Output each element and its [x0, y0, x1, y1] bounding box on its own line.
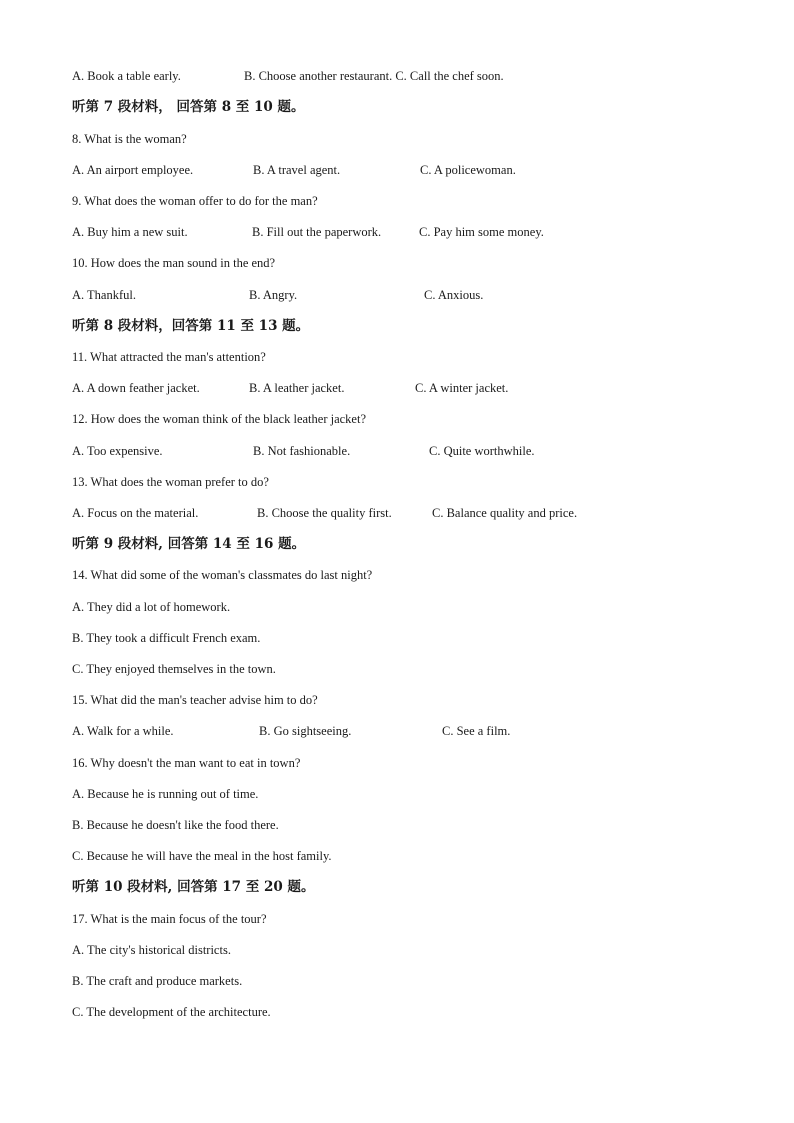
- q8-option-c: C. A policewoman.: [420, 163, 516, 177]
- part10-heading: 听第 10 段材料, 回答第 17 至 20 题。: [72, 879, 315, 895]
- q9-option-c: C. Pay him some money.: [419, 225, 544, 239]
- q14-option-a: A. They did a lot of homework.: [72, 600, 231, 614]
- q11-option-c: C. A winter jacket.: [415, 381, 509, 395]
- q10-options: [0, 287, 700, 303]
- q17-question: 17. What is the main focus of the tour?: [72, 912, 267, 926]
- q10-question: 10. How does the man sound in the end?: [72, 256, 276, 270]
- part7-heading: 听第 7 段材料， 回答第 8 至 10 题。: [72, 99, 305, 115]
- part9-heading: 听第 9 段材料, 回答第 14 至 16 题。: [72, 536, 306, 552]
- q17-option-a: A. The city's historical districts.: [72, 943, 231, 957]
- q8-option-a: A. An airport employee.: [72, 163, 194, 177]
- q16-option-a: A. Because he is running out of time.: [72, 787, 259, 801]
- q13-question: 13. What does the woman prefer to do?: [72, 475, 269, 489]
- q15-options: [0, 723, 700, 739]
- q9-options: [0, 224, 700, 240]
- q13-option-c: C. Balance quality and price.: [432, 506, 578, 520]
- q11-option-b: B. A leather jacket.: [249, 381, 345, 395]
- q15-question: 15. What did the man's teacher advise him to do?: [72, 693, 318, 707]
- q17-option-c: C. The development of the architecture.: [72, 1005, 271, 1019]
- q7-options: [0, 68, 700, 84]
- q7-option-a: A. Book a table early.: [72, 69, 181, 83]
- q10-option-c: C. Anxious.: [424, 288, 484, 302]
- q15-option-b: B. Go sightseeing.: [259, 724, 352, 738]
- q12-options: [0, 443, 700, 459]
- q17-option-b: B. The craft and produce markets.: [72, 974, 243, 988]
- q8-options: [0, 162, 700, 178]
- q7-option-b-c: B. Choose another restaurant. C. Call the chef soon.: [244, 69, 504, 83]
- q16-option-c: C. Because he will have the meal in the host family.: [72, 849, 332, 863]
- q13-options: [0, 505, 700, 521]
- q11-options: [0, 380, 700, 396]
- q16-option-b: B. Because he doesn't like the food there.: [72, 818, 279, 832]
- q14-question: 14. What did some of the woman's classmates do last night?: [72, 568, 373, 582]
- q9-option-a: A. Buy him a new suit.: [72, 225, 188, 239]
- q14-option-b: B. They took a difficult French exam.: [72, 631, 261, 645]
- part8-heading: 听第 8 段材料，回答第 11 至 13 题。: [72, 318, 310, 334]
- q12-option-a: A. Too expensive.: [72, 444, 163, 458]
- q11-question: 11. What attracted the man's attention?: [72, 350, 266, 364]
- q15-option-c: C. See a film.: [442, 724, 511, 738]
- q10-option-a: A. Thankful.: [72, 288, 136, 302]
- q15-option-a: A. Walk for a while.: [72, 724, 174, 738]
- q10-option-b: B. Angry.: [249, 288, 298, 302]
- q12-question: 12. How does the woman think of the black leather jacket?: [72, 412, 367, 426]
- q8-question: 8. What is the woman?: [72, 132, 187, 146]
- q14-option-c: C. They enjoyed themselves in the town.: [72, 662, 276, 676]
- q12-option-c: C. Quite worthwhile.: [429, 444, 535, 458]
- q12-option-b: B. Not fashionable.: [253, 444, 351, 458]
- q8-option-b: B. A travel agent.: [253, 163, 341, 177]
- q9-option-b: B. Fill out the paperwork.: [252, 225, 382, 239]
- q11-option-a: A. A down feather jacket.: [72, 381, 200, 395]
- q13-option-a: A. Focus on the material.: [72, 506, 199, 520]
- q13-option-b: B. Choose the quality first.: [257, 506, 392, 520]
- q9-question: 9. What does the woman offer to do for the man?: [72, 194, 318, 208]
- q16-question: 16. Why doesn't the man want to eat in town?: [72, 756, 301, 770]
